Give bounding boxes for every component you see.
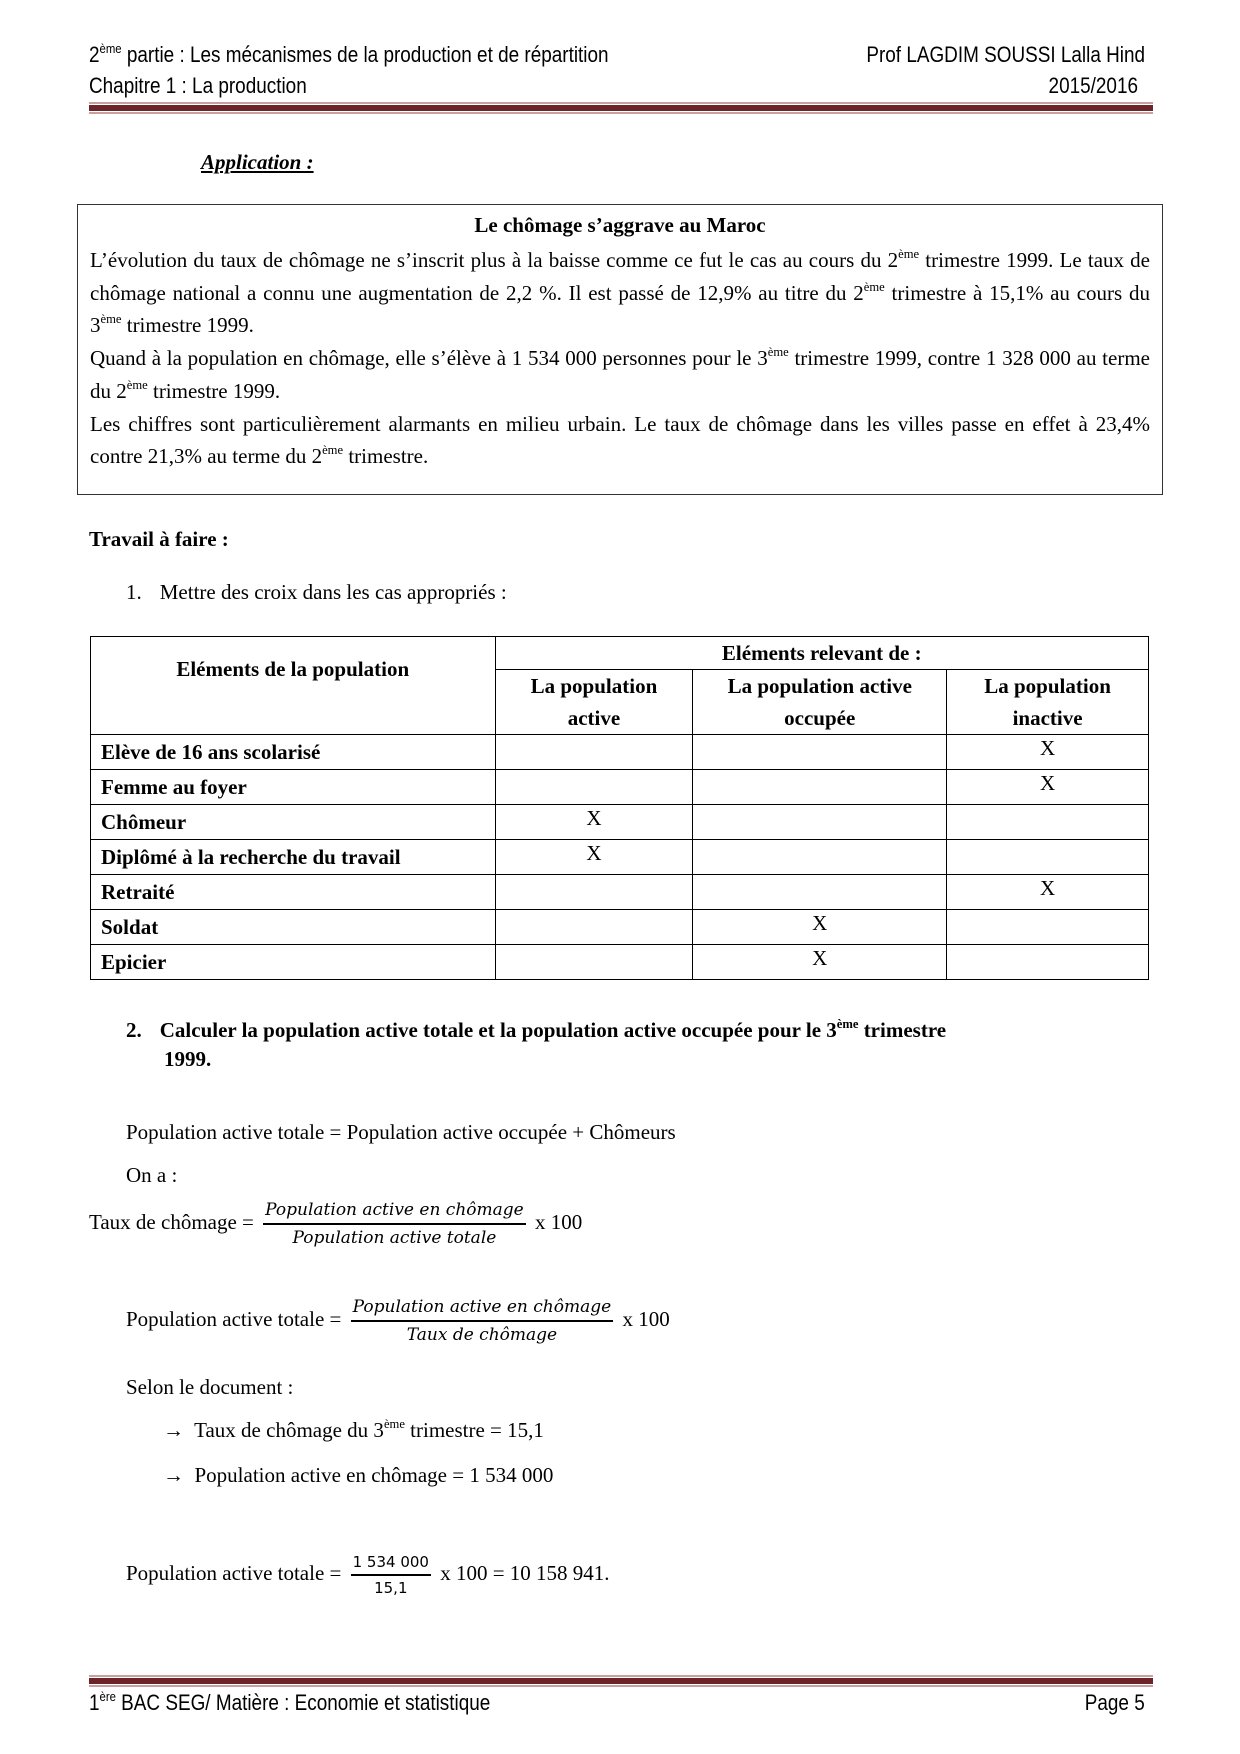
header-active-occupied bbox=[693, 670, 947, 735]
arrow-icon: → bbox=[163, 1418, 184, 1442]
cross-mark-cell bbox=[495, 910, 693, 945]
paragraph-text: Quand à la population en chômage, elle s’élève à 1 534 000 personnes pour le 3 bbox=[90, 346, 768, 371]
denominator: Taux de chômage bbox=[406, 1325, 558, 1345]
superscript: ème bbox=[322, 443, 344, 458]
on-a: On a : bbox=[126, 1163, 178, 1187]
denominator: 15,1 bbox=[374, 1579, 408, 1597]
bullet-text: Population active en chômage = 1 534 000 bbox=[194, 1463, 554, 1487]
selon-document: Selon le document : bbox=[126, 1375, 294, 1399]
bullet-text: Taux de chômage du 3 bbox=[194, 1418, 384, 1442]
definition: Population active totale = Population active occupée + Chômeurs bbox=[126, 1120, 676, 1144]
cross-mark-cell bbox=[693, 770, 947, 805]
table-row bbox=[91, 840, 1149, 875]
paragraph-text: trimestre à 15,1% au cours du 3 bbox=[90, 280, 1150, 338]
superscript: ère bbox=[99, 1688, 116, 1704]
header-group: Eléments relevant de : bbox=[495, 637, 1149, 670]
formula-lhs: Population active totale = bbox=[126, 1306, 342, 1331]
header-inactive bbox=[947, 670, 1149, 735]
header-active bbox=[495, 670, 693, 735]
superscript: ème bbox=[126, 378, 148, 392]
cross-mark-cell bbox=[495, 945, 693, 980]
row-label: Diplômé à la recherche du travail bbox=[91, 840, 496, 875]
formula-taux bbox=[89, 1200, 582, 1248]
cross-mark-cell bbox=[693, 805, 947, 840]
cross-mark-cell bbox=[947, 945, 1149, 980]
formula-rhs: x 100 bbox=[622, 1306, 670, 1331]
cross-mark-cell bbox=[947, 910, 1149, 945]
document-paragraph bbox=[90, 342, 1150, 407]
row-label: Femme au foyer bbox=[91, 770, 496, 805]
cross-mark-cell: X bbox=[693, 910, 947, 945]
document-paragraph bbox=[90, 408, 1150, 473]
document-paragraph bbox=[90, 244, 1150, 342]
superscript: ème bbox=[100, 312, 122, 327]
page-number: Page 5 bbox=[1085, 1690, 1145, 1715]
formula-lhs: Population active totale = bbox=[126, 1560, 342, 1585]
question-text: trimestre bbox=[858, 1018, 947, 1042]
arrow-icon: → bbox=[163, 1463, 184, 1487]
table-row bbox=[91, 910, 1149, 945]
row-label: Retraité bbox=[91, 875, 496, 910]
superscript: ème bbox=[863, 279, 885, 294]
application-heading: Application : bbox=[201, 150, 314, 174]
formula-population bbox=[126, 1297, 670, 1345]
header-rule bbox=[89, 102, 1153, 114]
table-row bbox=[91, 735, 1149, 770]
header-line: La population bbox=[530, 674, 658, 698]
cross-mark-cell: X bbox=[495, 805, 693, 840]
part-title: partie : Les mécanismes de la production et de répartition bbox=[121, 42, 609, 67]
superscript: ème bbox=[898, 247, 920, 262]
fraction bbox=[351, 1553, 431, 1597]
cross-mark-cell: X bbox=[947, 735, 1149, 770]
formula-rhs: x 100 = 10 158 941. bbox=[440, 1560, 610, 1585]
header-line: La population active bbox=[727, 674, 912, 698]
bullet-chomage bbox=[163, 1463, 553, 1488]
document-excerpt-box bbox=[77, 204, 1163, 495]
cross-mark-cell: X bbox=[947, 875, 1149, 910]
row-label: Epicier bbox=[91, 945, 496, 980]
cross-mark-cell bbox=[495, 770, 693, 805]
formula-lhs: Taux de chômage = bbox=[89, 1209, 254, 1234]
superscript: ème bbox=[383, 1417, 405, 1432]
travail-heading: Travail à faire : bbox=[89, 527, 229, 551]
numerator: Population active en chômage bbox=[263, 1200, 526, 1225]
footer-course bbox=[89, 1690, 490, 1716]
denominator: Population active totale bbox=[292, 1228, 497, 1248]
question-text: Mettre des croix dans les cas appropriés : bbox=[159, 580, 507, 604]
bullet-text: trimestre = 15,1 bbox=[404, 1418, 544, 1442]
paragraph-text: trimestre 1999. Le taux de chômage national a connu une augmentation de 2,2 %. Il est passé de 12,9% au titre du 2 bbox=[90, 248, 1151, 305]
footer-rule bbox=[89, 1675, 1153, 1687]
fraction bbox=[351, 1297, 614, 1345]
table-row bbox=[91, 805, 1149, 840]
header-line: La population bbox=[984, 674, 1111, 698]
table-row bbox=[91, 770, 1149, 805]
question-2-line2: 1999. bbox=[164, 1047, 212, 1071]
numerator: Population active en chômage bbox=[351, 1297, 614, 1322]
question-text: Calculer la population active totale et la population active occupée pour le 3 bbox=[159, 1018, 837, 1042]
numerator: 1 534 000 bbox=[351, 1553, 431, 1576]
document-body bbox=[90, 244, 1150, 473]
formula-rhs: x 100 bbox=[534, 1209, 583, 1234]
table-row bbox=[91, 875, 1149, 910]
paragraph-text: Les chiffres sont particulièrement alarmants en milieu urbain. Le taux de chômage dans les villes passe en effet à 23,4% contre 21,3% au terme du 2 bbox=[90, 411, 1150, 469]
cross-mark-cell bbox=[693, 875, 947, 910]
question-1 bbox=[126, 580, 507, 605]
row-label: Soldat bbox=[91, 910, 496, 945]
header-line: occupée bbox=[784, 706, 856, 730]
population-table bbox=[90, 636, 1149, 980]
cross-mark-cell: X bbox=[495, 840, 693, 875]
cross-mark-cell: X bbox=[947, 770, 1149, 805]
superscript: ème bbox=[836, 1017, 859, 1032]
cross-mark-cell bbox=[495, 875, 693, 910]
table-row bbox=[91, 945, 1149, 980]
row-label: Elève de 16 ans scolarisé bbox=[91, 735, 496, 770]
bullet-taux bbox=[163, 1418, 544, 1443]
header-line: inactive bbox=[1012, 706, 1083, 730]
footer-text: 1 bbox=[89, 1690, 100, 1715]
cross-mark-cell bbox=[947, 805, 1149, 840]
document-title: Le chômage s’aggrave au Maroc bbox=[474, 213, 766, 237]
header-year: 2015/2016 bbox=[1048, 73, 1138, 98]
part-number: 2 bbox=[89, 42, 100, 67]
footer-text: BAC SEG/ Matière : Economie et statistique bbox=[115, 1690, 491, 1715]
header-chapter-part bbox=[89, 42, 609, 68]
superscript: ème bbox=[99, 40, 122, 56]
paragraph-text: trimestre 1999, contre 1 328 000 au terme du 2 bbox=[90, 346, 1150, 403]
cross-mark-cell bbox=[693, 840, 947, 875]
paragraph-text: trimestre. bbox=[343, 444, 429, 469]
header-elements: Eléments de la population bbox=[91, 637, 496, 735]
row-label: Chômeur bbox=[91, 805, 496, 840]
paragraph-text: trimestre 1999. bbox=[147, 378, 281, 403]
cross-mark-cell bbox=[693, 735, 947, 770]
paragraph-text: L’évolution du taux de chômage ne s’inscrit plus à la baisse comme ce fut le cas au cours du 2 bbox=[90, 248, 899, 272]
cross-mark-cell bbox=[495, 735, 693, 770]
cross-mark-cell bbox=[947, 840, 1149, 875]
header-author: Prof LAGDIM SOUSSI Lalla Hind bbox=[866, 42, 1145, 67]
question-number: 2. bbox=[126, 1018, 142, 1042]
cross-mark-cell: X bbox=[693, 945, 947, 980]
question-number: 1. bbox=[126, 580, 142, 604]
question-2 bbox=[126, 1018, 946, 1043]
fraction bbox=[263, 1200, 526, 1248]
header-line: active bbox=[567, 706, 621, 730]
header-chapter: Chapitre 1 : La production bbox=[89, 73, 307, 98]
superscript: ème bbox=[767, 345, 789, 360]
formula-result bbox=[126, 1553, 610, 1597]
paragraph-text: trimestre 1999. bbox=[121, 313, 254, 338]
